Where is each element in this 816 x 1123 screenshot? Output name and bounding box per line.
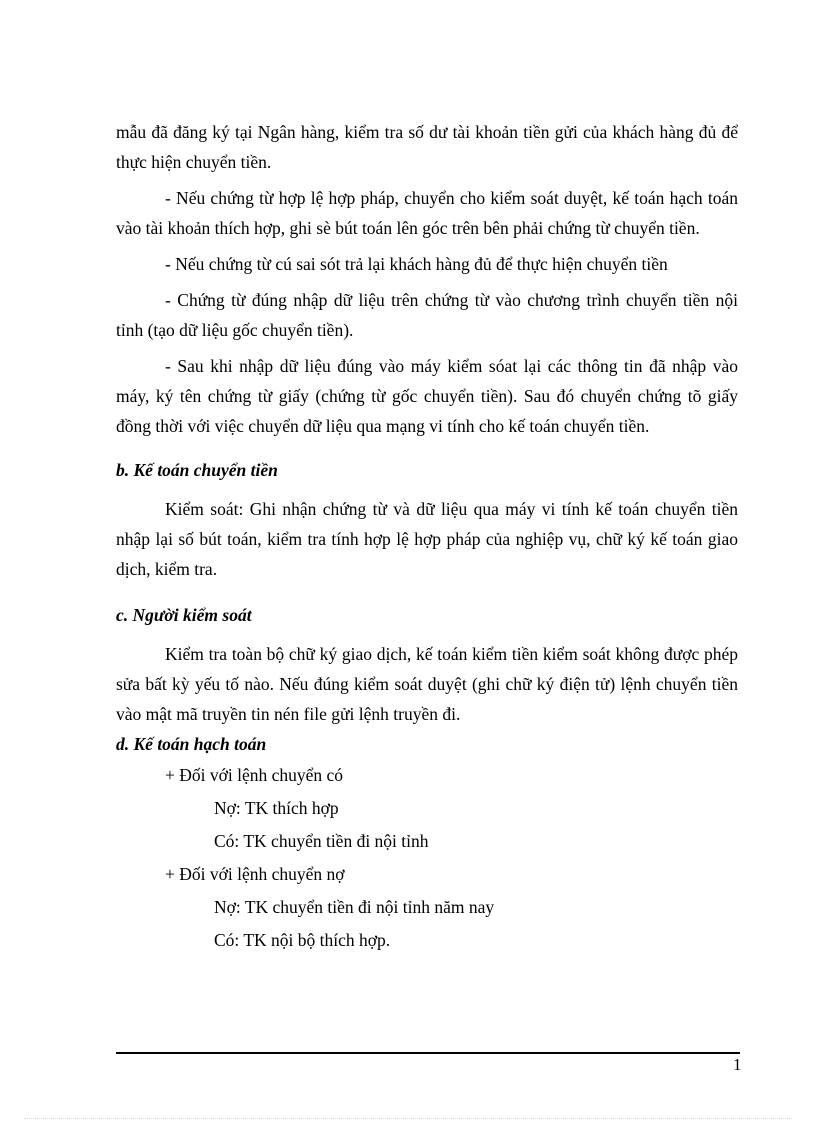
- page-number: 1: [733, 1055, 742, 1074]
- page-edge-divider: [24, 1118, 792, 1119]
- paragraph: - Sau khi nhập dữ liệu đúng vào máy kiểm sóat lại các thông tin đã nhập vào máy, ký tên chứng từ giấy (chứng từ gốc chuyển tiền). Sau đó chuyển chứng tõ giấy đồng thời với việc chuyển dữ liệu qua mạng vi tính cho kế toán chuyển tiền.: [116, 356, 738, 436]
- section-heading-c: c. Người kiểm soát: [116, 605, 252, 625]
- entry-line: Có: TK nội bộ thích hợp.: [214, 930, 391, 950]
- entry-line: + Đối với lệnh chuyển nợ: [165, 864, 345, 884]
- paragraph: - Nếu chứng từ hợp lệ hợp pháp, chuyển cho kiểm soát duyệt, kế toán hạch toán vào tài khoản thích hợp, ghi sè bút toán lên góc trên bên phải chứng từ chuyển tiền.: [116, 188, 738, 238]
- paragraph: - Nếu chứng từ cú sai sót trả lại khách hàng đủ để thực hiện chuyển tiền: [165, 254, 668, 274]
- paragraph: Kiểm soát: Ghi nhận chứng từ và dữ liệu qua máy vi tính kế toán chuyển tiền nhập lại số bút toán, kiểm tra tính hợp lệ hợp pháp của nghiệp vụ, chữ ký kế toán giao dịch, kiểm tra.: [116, 499, 738, 579]
- section-heading-b: b. Kế toán chuyển tiền: [116, 460, 278, 480]
- paragraph: Kiểm tra toàn bộ chữ ký giao dịch, kế toán kiểm tiền kiểm soát không được phép sửa bất kỳ yếu tố nào. Nếu đúng kiểm soát duyệt (ghi chữ ký điện tử) lệnh chuyển tiền vào mật mã truyền tin nén file gửi lệnh truyền đi.: [116, 644, 738, 724]
- page-content: [116, 117, 738, 957]
- entry-line: Có: TK chuyển tiền đi nội tỉnh: [214, 831, 429, 851]
- footer-rule: [116, 1052, 740, 1054]
- section-heading-d: d. Kế toán hạch toán: [116, 734, 267, 754]
- paragraph: - Chứng từ đúng nhập dữ liệu trên chứng từ vào chương trình chuyển tiền nội tỉnh (tạo dữ liệu gốc chuyển tiền).: [116, 290, 738, 340]
- entry-line: + Đối với lệnh chuyển có: [165, 765, 344, 785]
- paragraph: mẫu đã đăng ký tại Ngân hàng, kiểm tra số dư tài khoản tiền gửi của khách hàng đủ để thực hiện chuyển tiền.: [116, 122, 738, 172]
- entry-line: Nợ: TK chuyển tiền đi nội tỉnh năm nay: [214, 897, 495, 917]
- entry-line: Nợ: TK thích hợp: [214, 798, 339, 818]
